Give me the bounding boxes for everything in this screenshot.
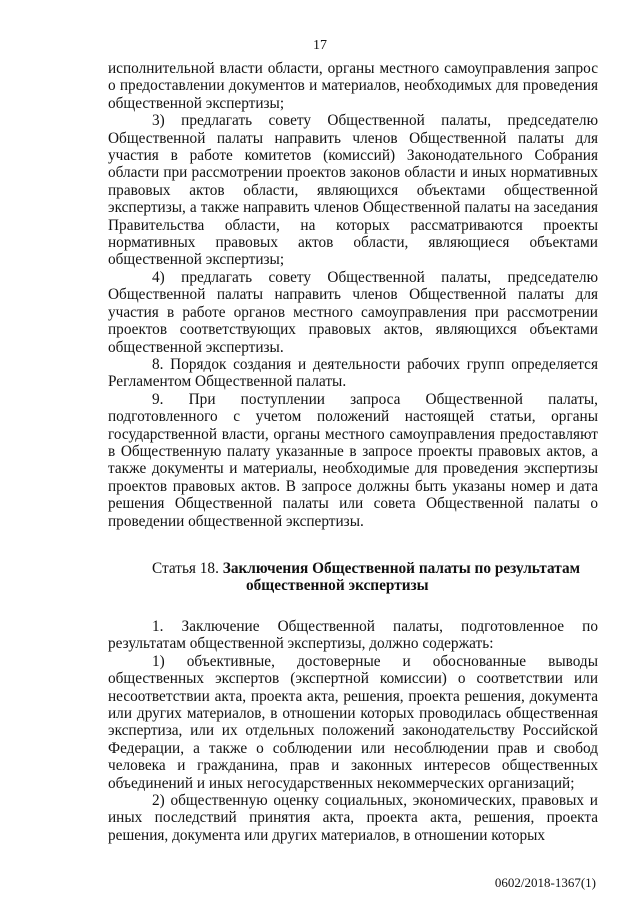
document-code: 0602/2018-1367(1) [494,875,596,890]
paragraph: 2) общественную оценку социальных, экономических, правовых и иных последствий принятия акта, проекта акта, решения, проекта решения, документа или других материалов, в отношении которых [108,792,598,844]
article-label: Статья 18. [152,560,219,577]
paragraph: 8. Порядок создания и деятельности рабочих групп определяется Регламентом Общественной палаты. [108,355,598,391]
page-number: 17 [313,38,327,53]
text-block-bottom [108,618,598,844]
paragraph: 1. Заключение Общественной палаты, подготовленное по результатам общественной экспертизы, должно содержать: [108,618,598,653]
paragraph: исполнительной власти области, органы местного самоуправления запрос о предоставлении документов и материалов, необходимых для проведения общественной экспертизы; [108,60,598,112]
article-title-line-2: общественной экспертизы [246,577,429,595]
article-title-line-1: Заключения Общественной палаты по результатам [222,560,581,577]
paragraph: 1) объективные, достоверные и обоснованные выводы общественных экспертов (экспертной комиссии) о соответствии или несоответствии акта, проекта акта, решения, проекта решения, документа или других материалов, в отношении которых проводилась общественная экспертиза, или их отдельных положений законодательству Российской Федерации, а также о соблюдении или несоблюдении прав и свобод человека и гражданина, прав и законных интересов общественных объединений и иных негосударственных некоммерческих организаций; [108,652,598,792]
text-block-top [108,60,598,530]
paragraph: 4) предлагать совету Общественной палаты, председателю Общественной палаты направить членов Общественной палаты для участия в работе органов местного самоуправления при рассмотрении проектов соответствующих правовых актов, являющихся объектами общественной экспертизы. [108,268,598,356]
paragraph: 3) предлагать совету Общественной палаты, председателю Общественной палаты направить членов Общественной палаты для участия в работе комитетов (комиссий) Законодательного Собрания области при рассмотрении проектов законов области и иных нормативных правовых актов области, являющихся объектами общественной экспертизы, а также направить членов Общественной палаты на заседания Правительства области, на которых рассматриваются проекты нормативных правовых актов области, являющиеся объектами общественной экспертизы; [108,112,598,269]
paragraph: 9. При поступлении запроса Общественной палаты, подготовленного с учетом положений настоящей статьи, органы государственной власти, органы местного самоуправления предоставляют в Общественную палату указанные в запросе проекты правовых актов, а также документы и материалы, необходимые для проведения экспертизы проектов правовых актов. В запросе должны быть указаны номер и дата решения Общественной палаты или совета Общественной палаты о проведении общественной экспертизы. [108,390,598,530]
article-heading [152,560,602,595]
